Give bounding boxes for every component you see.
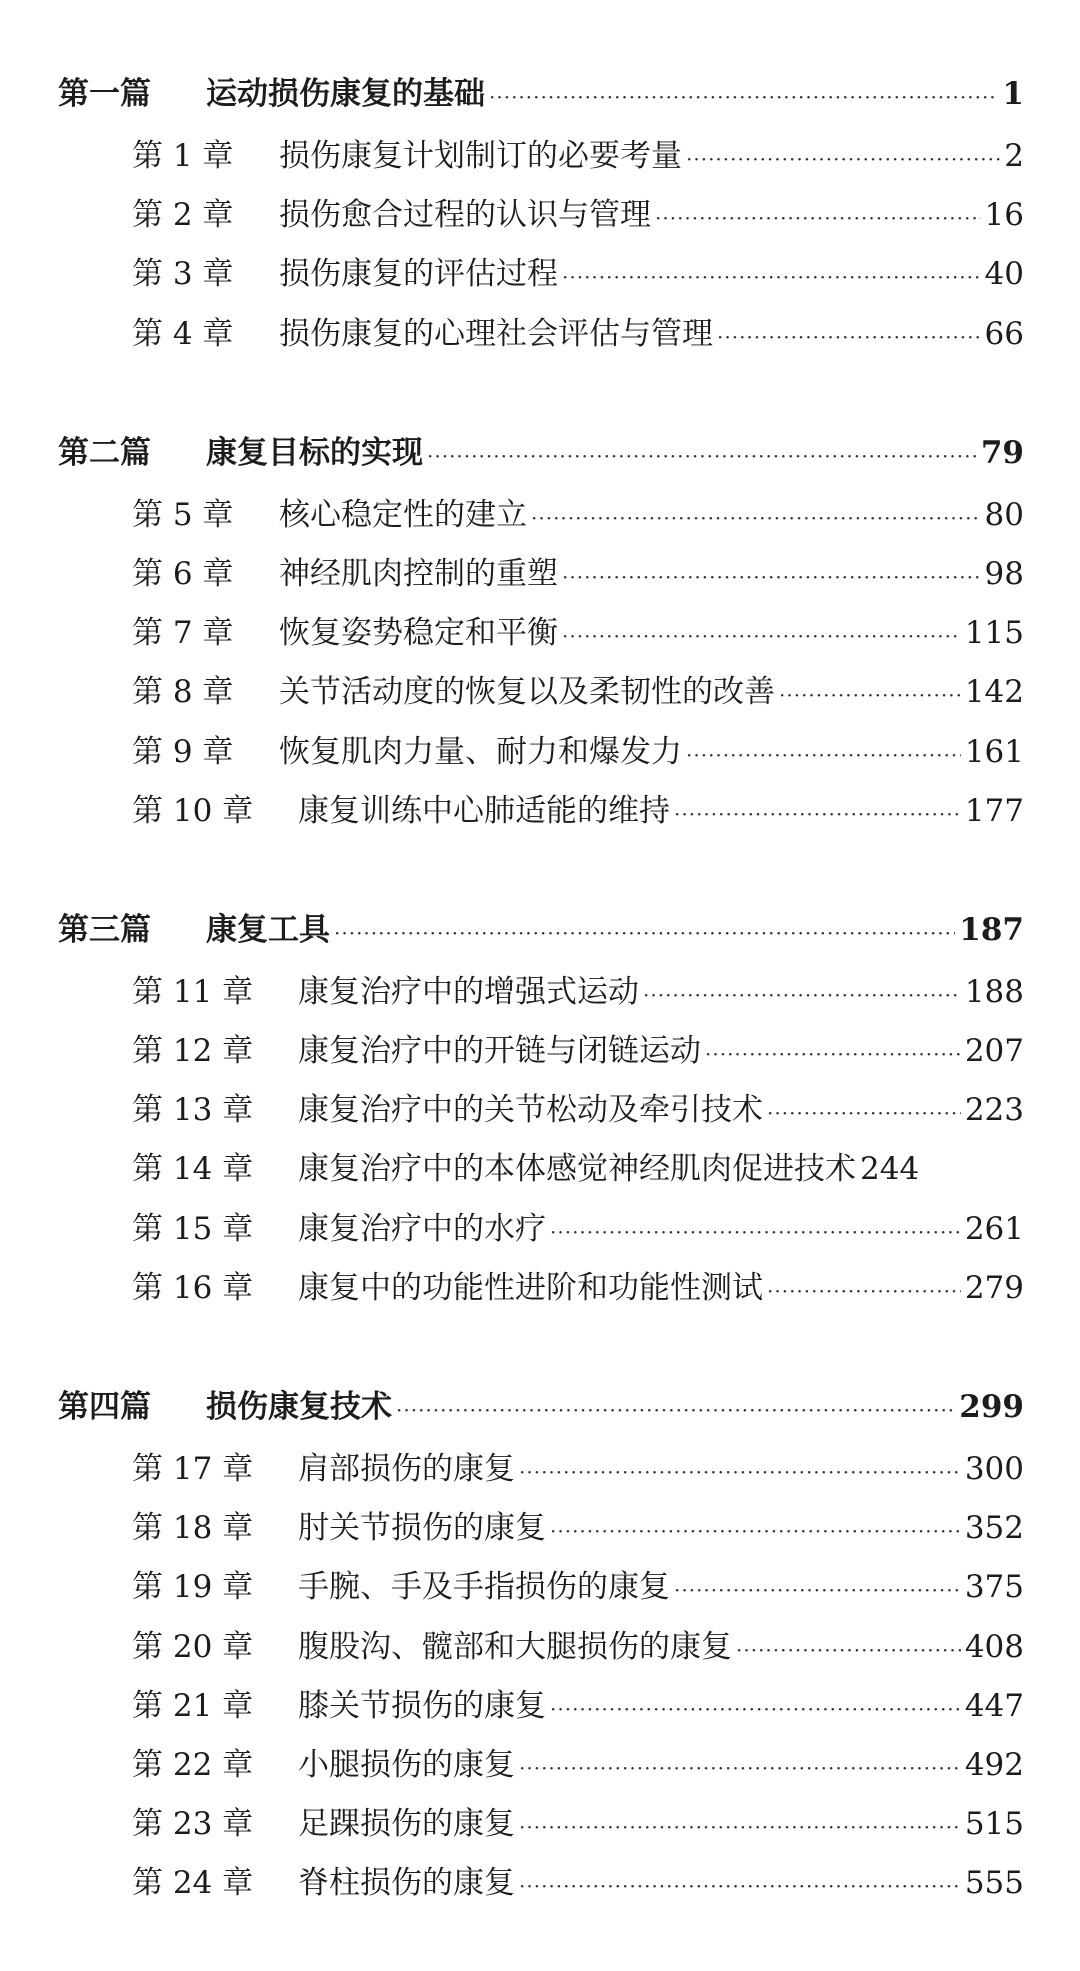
- chapter-title: 恢复姿势稳定和平衡: [279, 615, 558, 652]
- chapter-title: 手腕、手及手指损伤的康复: [298, 1569, 670, 1606]
- part-block: [58, 62, 1024, 364]
- chapter-label: 第 23 章: [132, 1806, 254, 1843]
- chapter-entry[interactable]: [58, 1677, 1024, 1736]
- chapter-title: 康复中的功能性进阶和功能性测试: [298, 1269, 763, 1306]
- chapter-entry[interactable]: [58, 1736, 1024, 1795]
- chapter-entry[interactable]: [58, 127, 1024, 186]
- chapter-title: 损伤康复计划制订的必要考量: [279, 138, 682, 174]
- chapter-entry[interactable]: [58, 1440, 1024, 1499]
- chapter-label: 第 17 章: [132, 1451, 254, 1487]
- dot-leader: [396, 1378, 955, 1443]
- chapter-page-number: 515: [964, 1806, 1024, 1843]
- part-page-number: 299: [959, 1389, 1024, 1425]
- chapter-label: 第 12 章: [132, 1033, 254, 1070]
- dot-leader: [550, 1203, 961, 1262]
- chapter-title: 康复治疗中的开链与闭链运动: [298, 1033, 701, 1070]
- chapter-title: 神经肌肉控制的重塑: [279, 555, 558, 592]
- chapter-label: 第 8 章: [132, 674, 234, 711]
- chapter-page-number: 279: [964, 1269, 1024, 1306]
- chapter-entry[interactable]: [58, 305, 1024, 364]
- chapter-title: 腹股沟、髋部和大腿损伤的康复: [298, 1628, 732, 1665]
- dot-leader: [427, 424, 977, 489]
- chapter-entry[interactable]: [58, 782, 1024, 841]
- chapter-entry[interactable]: [58, 1140, 1024, 1199]
- part-label: 第四篇: [58, 1389, 151, 1425]
- dot-leader: [334, 901, 955, 966]
- chapter-title: 肘关节损伤的康复: [298, 1510, 546, 1547]
- chapter-entry[interactable]: [58, 245, 1024, 304]
- chapter-entry[interactable]: [58, 545, 1024, 604]
- chapter-label: 第 1 章: [132, 138, 234, 174]
- chapter-page-number: 261: [964, 1210, 1024, 1247]
- chapter-entry[interactable]: [58, 723, 1024, 782]
- dot-leader: [531, 489, 981, 548]
- chapter-entry[interactable]: [58, 1081, 1024, 1140]
- chapter-title: 康复治疗中的水疗: [298, 1210, 546, 1247]
- chapter-page-number: 408: [964, 1628, 1024, 1665]
- dot-leader: [767, 1262, 961, 1321]
- dot-leader: [562, 607, 961, 666]
- chapter-entry[interactable]: [58, 663, 1024, 722]
- chapter-page-number: 80: [984, 496, 1024, 533]
- chapter-entry[interactable]: [58, 1200, 1024, 1259]
- chapter-page-number: 161: [964, 733, 1024, 770]
- part-block: [58, 898, 1024, 1318]
- chapter-label: 第 19 章: [132, 1569, 254, 1606]
- dot-leader: [779, 666, 961, 725]
- chapter-label: 第 7 章: [132, 615, 234, 652]
- part-heading-1[interactable]: [58, 62, 1024, 127]
- dot-leader: [705, 1025, 961, 1084]
- chapter-entry[interactable]: [58, 604, 1024, 663]
- part-label: 第二篇: [58, 434, 151, 471]
- chapter-label: 第 16 章: [132, 1269, 254, 1306]
- part-heading-2[interactable]: [58, 421, 1024, 486]
- part-label: 第一篇: [58, 76, 151, 112]
- part-page-number: 187: [959, 911, 1024, 948]
- chapter-label: 第 5 章: [132, 496, 234, 533]
- dot-leader: [717, 308, 981, 367]
- dot-leader: [519, 1739, 961, 1798]
- dot-leader: [643, 966, 961, 1025]
- chapter-entry[interactable]: [58, 1854, 1024, 1913]
- chapter-label: 第 21 章: [132, 1687, 254, 1724]
- dot-leader: [519, 1857, 961, 1916]
- part-title: 康复工具: [206, 911, 330, 948]
- chapter-title: 关节活动度的恢复以及柔韧性的改善: [279, 674, 775, 711]
- chapter-title: 康复训练中心肺适能的维持: [298, 792, 670, 829]
- chapter-page-number: 177: [964, 792, 1024, 829]
- chapter-title: 损伤康复的评估过程: [279, 256, 558, 293]
- dot-leader: [519, 1443, 961, 1502]
- dot-leader: [674, 1561, 961, 1620]
- chapter-page-number: 447: [964, 1687, 1024, 1724]
- chapter-page-number: 375: [964, 1569, 1024, 1606]
- chapter-title: 损伤康复的心理社会评估与管理: [279, 315, 713, 352]
- dot-leader: [736, 1621, 961, 1680]
- chapter-label: 第 15 章: [132, 1210, 254, 1247]
- chapter-label: 第 2 章: [132, 197, 234, 234]
- chapter-entry[interactable]: [58, 1022, 1024, 1081]
- chapter-label: 第 10 章: [132, 792, 254, 829]
- chapter-entry[interactable]: [58, 1259, 1024, 1318]
- part-title: 康复目标的实现: [206, 434, 423, 471]
- chapter-label: 第 24 章: [132, 1865, 254, 1902]
- dot-leader: [562, 548, 981, 607]
- chapter-page-number: 300: [964, 1451, 1024, 1487]
- chapter-entry[interactable]: [58, 1795, 1024, 1854]
- chapter-page-number: 2: [1004, 138, 1024, 174]
- dot-leader: [674, 785, 961, 844]
- dot-leader: [550, 1502, 961, 1561]
- chapter-label: 第 3 章: [132, 256, 234, 293]
- chapter-label: 第 22 章: [132, 1746, 254, 1783]
- chapter-page-number: 244: [860, 1151, 920, 1188]
- part-title: 损伤康复技术: [206, 1389, 392, 1425]
- chapter-title: 肩部损伤的康复: [298, 1451, 515, 1487]
- chapter-title: 康复治疗中的本体感觉神经肌肉促进技术: [298, 1151, 856, 1188]
- chapter-page-number: 188: [964, 973, 1024, 1010]
- chapter-page-number: 142: [964, 674, 1024, 711]
- dot-leader: [562, 248, 981, 307]
- chapter-label: 第 4 章: [132, 315, 234, 352]
- dot-leader: [655, 189, 981, 248]
- chapter-page-number: 223: [964, 1092, 1024, 1129]
- dot-leader: [686, 726, 961, 785]
- chapter-page-number: 98: [984, 555, 1024, 592]
- chapter-title: 足踝损伤的康复: [298, 1806, 515, 1843]
- chapter-label: 第 11 章: [132, 973, 254, 1010]
- chapter-title: 脊柱损伤的康复: [298, 1865, 515, 1902]
- chapter-page-number: 207: [964, 1033, 1024, 1070]
- dot-leader: [767, 1084, 961, 1143]
- chapter-label: 第 6 章: [132, 555, 234, 592]
- chapter-label: 第 18 章: [132, 1510, 254, 1547]
- chapter-page-number: 16: [984, 197, 1024, 234]
- chapter-page-number: 492: [964, 1746, 1024, 1783]
- dot-leader: [519, 1798, 961, 1857]
- chapter-entry[interactable]: [58, 963, 1024, 1022]
- chapter-page-number: 555: [964, 1865, 1024, 1902]
- part-page-number: 1: [1002, 76, 1024, 112]
- dot-leader: [489, 65, 998, 130]
- part-label: 第三篇: [58, 911, 151, 948]
- chapter-title: 损伤愈合过程的认识与管理: [279, 197, 651, 234]
- chapter-title: 核心稳定性的建立: [279, 496, 527, 533]
- chapter-title: 恢复肌肉力量、耐力和爆发力: [279, 733, 682, 770]
- part-heading-3[interactable]: [58, 898, 1024, 963]
- chapter-entry[interactable]: [58, 186, 1024, 245]
- chapter-label: 第 14 章: [132, 1151, 254, 1188]
- chapter-title: 康复治疗中的增强式运动: [298, 973, 639, 1010]
- chapter-title: 小腿损伤的康复: [298, 1746, 515, 1783]
- chapter-page-number: 66: [984, 315, 1024, 352]
- chapter-page-number: 352: [964, 1510, 1024, 1547]
- chapter-entry[interactable]: [58, 486, 1024, 545]
- dot-leader: [686, 130, 1000, 189]
- chapter-entry[interactable]: [58, 1558, 1024, 1617]
- chapter-entry[interactable]: [58, 1499, 1024, 1558]
- chapter-label: 第 20 章: [132, 1628, 254, 1665]
- part-title: 运动损伤康复的基础: [206, 76, 485, 112]
- part-block: [58, 1375, 1024, 1914]
- part-page-number: 79: [980, 434, 1024, 471]
- chapter-entry[interactable]: [58, 1618, 1024, 1677]
- chapter-label: 第 9 章: [132, 733, 234, 770]
- part-block: [58, 421, 1024, 841]
- chapter-title: 膝关节损伤的康复: [298, 1687, 546, 1724]
- chapter-title: 康复治疗中的关节松动及牵引技术: [298, 1092, 763, 1129]
- chapter-page-number: 115: [964, 615, 1024, 652]
- dot-leader: [550, 1680, 961, 1739]
- part-heading-4[interactable]: [58, 1375, 1024, 1440]
- chapter-page-number: 40: [984, 256, 1024, 293]
- chapter-label: 第 13 章: [132, 1092, 254, 1129]
- table-of-contents: [58, 62, 1024, 1971]
